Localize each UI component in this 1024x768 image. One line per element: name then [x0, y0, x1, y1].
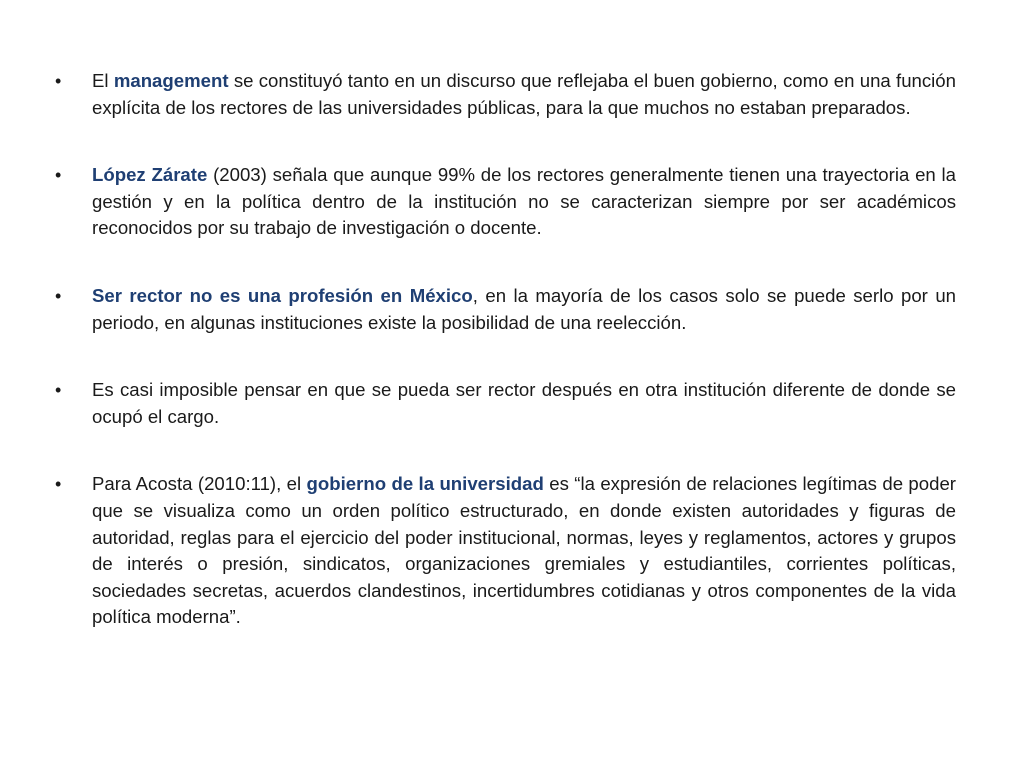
bullet-icon: • — [55, 380, 62, 401]
bullet-icon: • — [55, 285, 62, 306]
bullet-icon: • — [55, 165, 62, 186]
bullet-icon: • — [55, 71, 62, 91]
bullet-highlight: Ser rector no es una profesión en México — [92, 284, 473, 306]
bullet-text-pre: El — [92, 70, 114, 91]
bullet-highlight: management — [113, 70, 229, 91]
bullet-text-post: se constituyó tanto en un discurso que reflejaba el buen gobierno, como en una función explícita de los rectores de las universidades públicas, para la que muchos no estaban preparados. — [92, 70, 956, 118]
bullet-text-pre: Para Acosta (2010:11), el — [92, 473, 307, 495]
bullet-list — [52, 68, 956, 631]
bullet-text — [92, 68, 956, 121]
bullet-item-ser-rector — [52, 283, 956, 336]
bullet-text-post: , en la mayoría de los casos solo se puede serlo por un periodo, en algunas instituciones existe la posibilidad de una reelección. — [92, 284, 956, 333]
bullet-text — [92, 283, 956, 336]
bullet-text — [92, 377, 956, 430]
bullet-text — [92, 471, 956, 631]
bullet-text-post: es “la expresión de relaciones legítimas de poder que se visualiza como un orden político estructurado, en donde existen autoridades y figuras de autoridad, reglas para el ejercicio del poder institucional, normas, leyes y reglamentos, actores y grupos de interés o presión, sindicatos, organizaciones gremiales y estudiantiles, corrientes políticas, sociedades secretas, acuerdos clandestinos, incertidumbres cotidianas y otros componentes de la vida política moderna”. — [92, 473, 956, 628]
bullet-item-acosta — [52, 471, 956, 631]
bullet-text-post: (2003) señala que aunque 99% de los rectores generalmente tienen una trayectoria en la gestión y en la política dentro de la institución no se caracterizan siempre por ser académicos reconocidos por su trabajo de investigación o docente. — [92, 164, 957, 239]
bullet-text-pre: Es casi imposible pensar en que se pueda ser rector después en otra institución diferente de donde se ocupó el cargo. — [92, 379, 956, 427]
bullet-icon: • — [55, 474, 62, 495]
bullet-highlight: López Zárate — [92, 164, 208, 186]
bullet-item-lopez-zarate — [52, 162, 956, 242]
bullet-item-es-casi-imposible — [52, 377, 956, 430]
bullet-highlight: gobierno de la universidad — [306, 473, 544, 495]
bullet-item-management — [52, 68, 956, 121]
bullet-text — [92, 162, 956, 242]
